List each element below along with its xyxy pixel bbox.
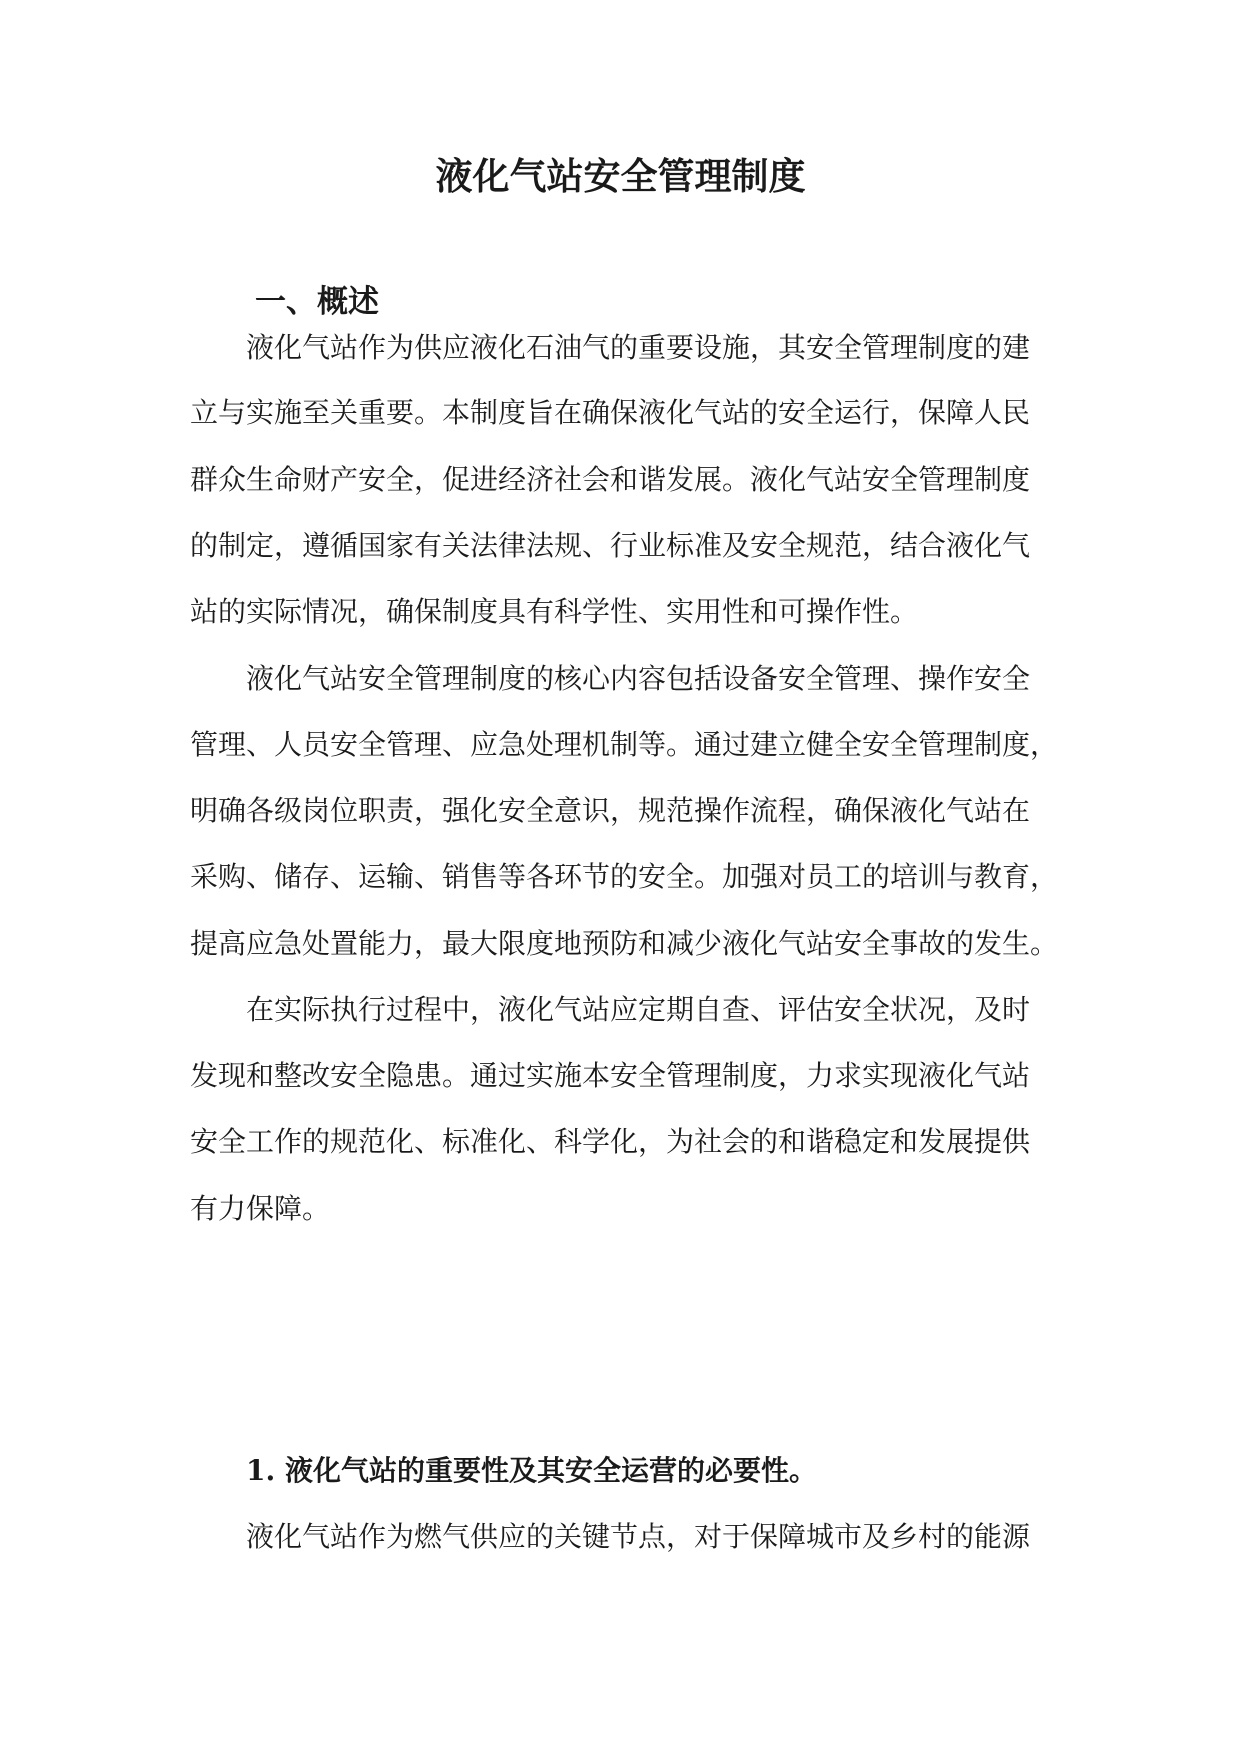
paragraph-line: 液化气站安全管理制度的核心内容包括设备安全管理、操作安全 — [246, 662, 1031, 695]
paragraph-line: 发现和整改安全隐患。通过实施本安全管理制度，力求实现液化气站 — [190, 1059, 1031, 1092]
paragraph-line: 群众生命财产安全，促进经济社会和谐发展。液化气站安全管理制度 — [190, 463, 1031, 496]
paragraph-line: 采购、储存、运输、销售等各环节的安全。加强对员工的培训与教育， — [190, 860, 1059, 893]
subsection-heading-1: 1. 液化气站的重要性及其安全运营的必要性。 — [246, 1454, 817, 1487]
document-title: 液化气站安全管理制度 — [435, 154, 806, 198]
paragraph-line: 安全工作的规范化、标准化、科学化，为社会的和谐稳定和发展提供 — [190, 1125, 1031, 1158]
section-heading-overview: 一、概述 — [255, 284, 379, 320]
paragraph-line: 立与实施至关重要。本制度旨在确保液化气站的安全运行，保障人民 — [190, 396, 1031, 429]
subsection-paragraph-line: 液化气站作为燃气供应的关键节点，对于保障城市及乡村的能源 — [246, 1520, 1031, 1553]
paragraph-line: 站的实际情况，确保制度具有科学性、实用性和可操作性。 — [190, 595, 919, 628]
paragraph-line: 的制定，遵循国家有关法律法规、行业标准及安全规范，结合液化气 — [190, 529, 1031, 562]
paragraph-line: 明确各级岗位职责，强化安全意识，规范操作流程，确保液化气站在 — [190, 794, 1031, 827]
paragraph-line: 液化气站作为供应液化石油气的重要设施，其安全管理制度的建 — [246, 331, 1031, 364]
paragraph-line: 在实际执行过程中，液化气站应定期自查、评估安全状况，及时 — [246, 993, 1031, 1026]
paragraph-line: 管理、人员安全管理、应急处理机制等。通过建立健全安全管理制度， — [190, 728, 1059, 761]
paragraph-line: 有力保障。 — [190, 1192, 331, 1225]
paragraph-line: 提高应急处置能力，最大限度地预防和减少液化气站安全事故的发生。 — [190, 927, 1059, 960]
